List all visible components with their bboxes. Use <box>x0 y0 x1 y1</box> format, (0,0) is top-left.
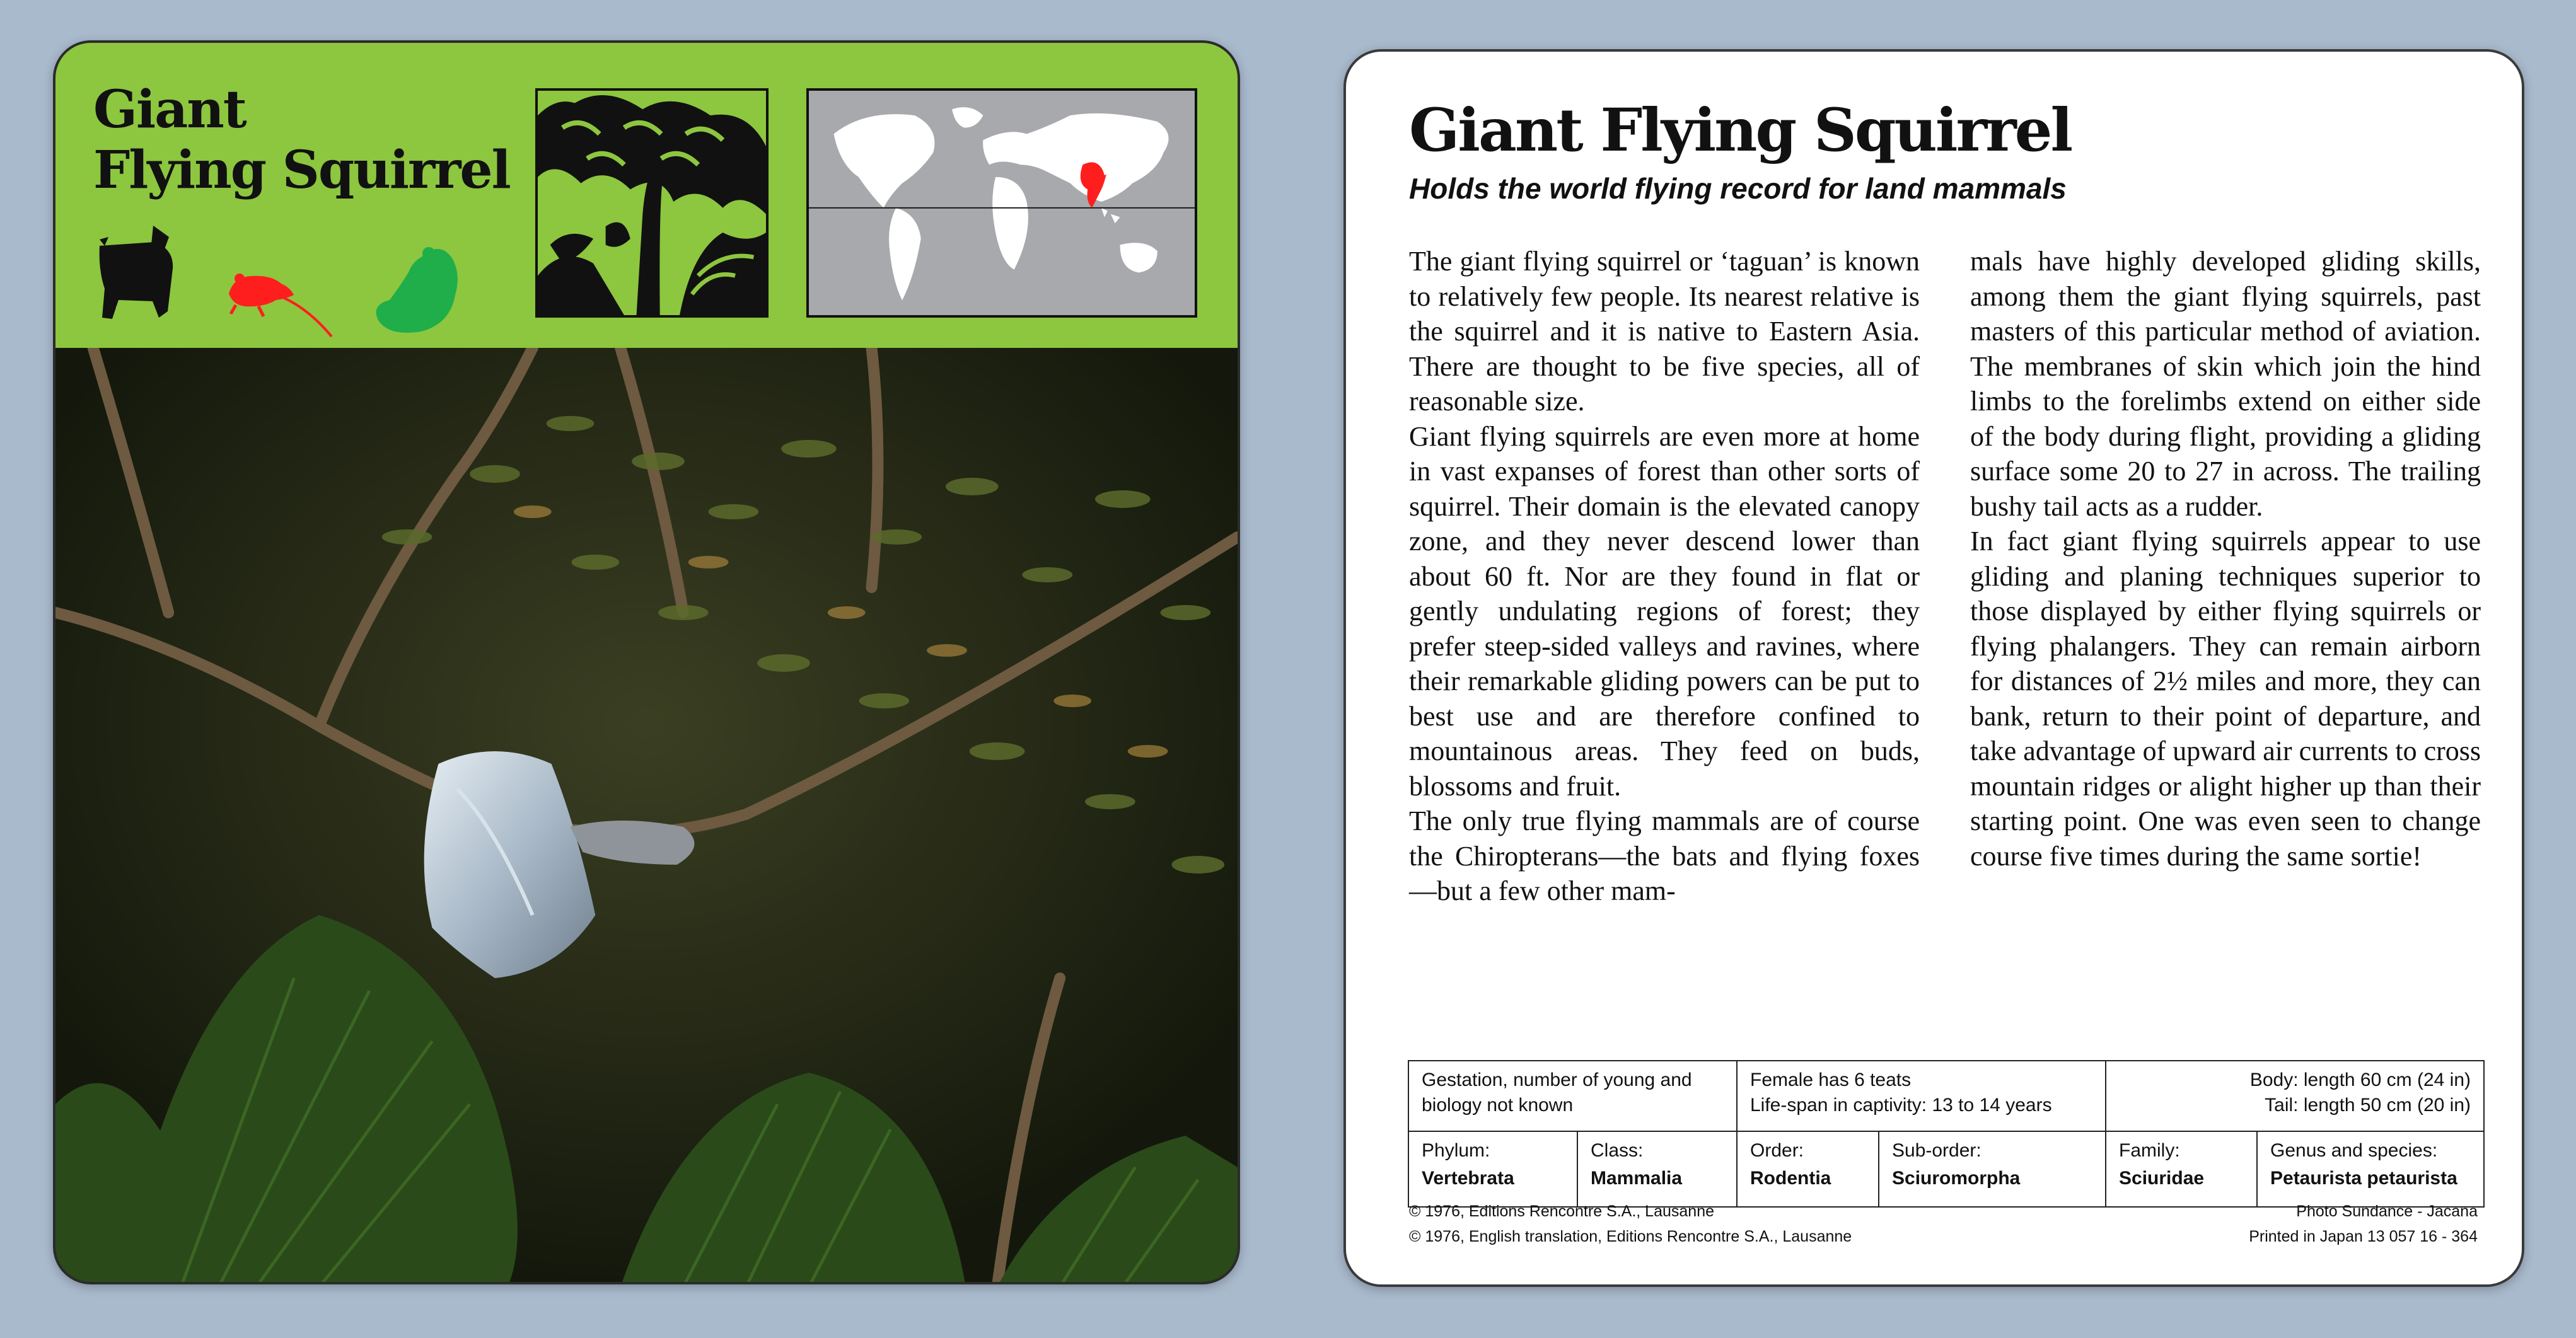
taxonomy-phylum: Phylum: Vertebrata <box>1408 1131 1577 1207</box>
facts-table <box>1408 1060 2485 1208</box>
habitat-illustration <box>535 88 769 318</box>
copyright-line: © 1976, English translation, Editions Rencontre S.A., Lausanne <box>1409 1228 1852 1245</box>
printed-info: Printed in Japan 13 057 16 - 364 <box>2249 1228 2478 1245</box>
distribution-map <box>806 88 1197 318</box>
reproduction-cell: Female has 6 teats Life-span in captivity: 13 to 14 years <box>1737 1061 2106 1131</box>
copyright-notes <box>1409 1199 1852 1249</box>
front-title <box>93 79 510 200</box>
front-card <box>53 40 1240 1284</box>
header-band <box>55 43 1238 348</box>
paragraph: The giant flying squirrel or ‘taguan’ is known to relatively few people. Its nearest relative is the squirrel and it is native to Eastern Asia. There are thought to be five species, all of reasonable size. <box>1409 246 1920 417</box>
back-card <box>1343 49 2524 1287</box>
taxonomy-genus-species: Genus and species: Petaurista petaurista <box>2257 1131 2484 1207</box>
rodent-icon <box>229 274 332 337</box>
taxonomy-class: Class: Mammalia <box>1577 1131 1737 1207</box>
gnawing-mammal-icon <box>376 247 458 333</box>
back-title: Giant Flying Squirrel <box>1409 96 2072 165</box>
taxonomy-order: Order: Rodentia <box>1737 1131 1879 1207</box>
photo-credit: Photo Sundance - Jacana <box>2296 1202 2478 1220</box>
paragraph: The only true flying mammals are of course the Chiropterans—the bats and flying foxes—but a few other mam- <box>1409 805 1920 906</box>
back-subtitle: Holds the world flying record for land mammals <box>1409 172 2067 205</box>
front-title-line2: Flying Squirrel <box>93 140 510 200</box>
classification-icons <box>93 213 472 352</box>
copyright-line: © 1976, Editions Rencontre S.A., Lausanne <box>1409 1202 1715 1220</box>
mammal-cow-icon <box>100 226 173 319</box>
world-map-icon <box>809 91 1195 315</box>
forest-icon <box>538 91 766 315</box>
paragraph: Giant flying squirrels are even more at home in vast expanses of forest than other sorts of squirrel. Their domain is the elevated canopy zone, and they never descend lower than about 60 ft. Nor are they found in flat or gently undulating regions of forest; they prefer steep-sided valleys and ravines, where their remarkable gliding powers can be put to best use and are therefore confined to mountainous areas. They feed on buds, blossoms and fruit. <box>1409 420 1920 802</box>
taxonomy-family: Family: Sciuridae <box>2106 1131 2257 1207</box>
text-column-left <box>1409 244 1920 909</box>
gestation-cell: Gestation, number of young and biology not known <box>1408 1061 1737 1131</box>
paragraph: In fact giant flying squirrels appear to use gliding and planing techniques superior to those displayed by either flying squirrels or flying phalangers. They can remain airborn for distances of 2½ miles and more, they can bank, return to their point of departure, and take advantage of upward air currents to cross mountain ridges or alight higher up than their starting point. One was even seen to change course five times during the same sortie! <box>1970 526 2481 872</box>
taxonomy-suborder: Sub-order: Sciuromorpha <box>1879 1131 2106 1207</box>
size-cell: Body: length 60 cm (24 in) Tail: length 50 cm (20 in) <box>2106 1061 2484 1131</box>
print-credits <box>2249 1199 2478 1249</box>
squirrel-photo <box>55 348 1238 1284</box>
paragraph: mals have highly developed gliding skills, among them the giant flying squirrels, past masters of this particular method of aviation. The membranes of skin which join the hind limbs to the forelimbs extend on either side of the body during flight, providing a gliding surface some 20 to 27 in across. The trailing bushy tail acts as a rudder. <box>1970 246 2481 522</box>
front-title-line1: Giant <box>93 79 246 140</box>
text-column-right <box>1970 244 2481 874</box>
